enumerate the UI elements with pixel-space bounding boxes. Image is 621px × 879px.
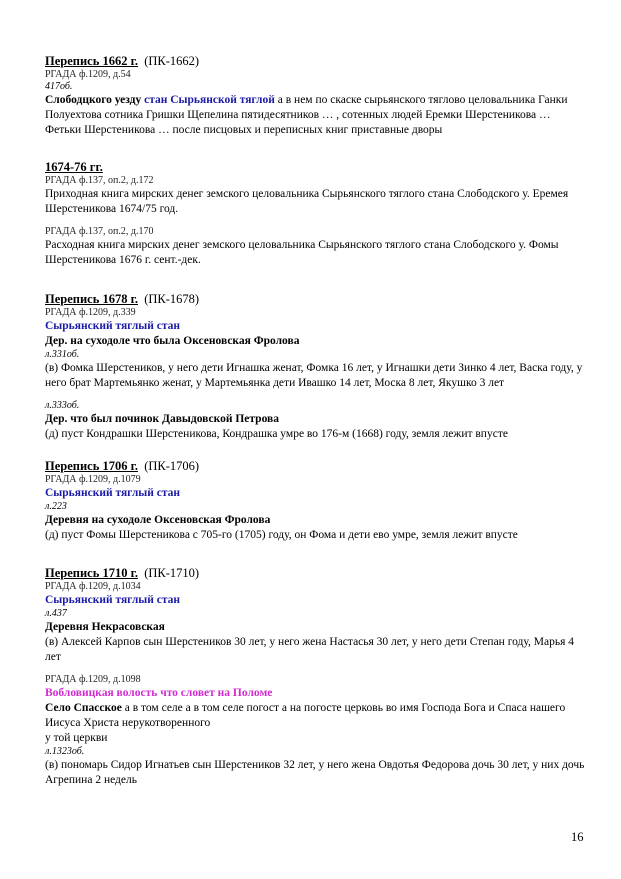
record-text (45, 701, 585, 731)
section-title: Перепись 1678 г. (45, 292, 138, 306)
archive-source: РГАДА ф.1209, д.1034 (45, 581, 141, 592)
record-text: (в) пономарь Сидор Игнатьев сын Шерстеников 32 лет, у него жена Овдотья Федорова дочь 30 лет, у них дочь Агрепина 2 недель (45, 759, 585, 786)
sheet-ref: л.1323об. (45, 746, 85, 757)
section-title: Перепись 1662 г. (45, 54, 138, 68)
archive-source: РГАДА ф.137, оп.2, д.172 (45, 175, 154, 186)
section-heading (45, 292, 585, 307)
record-text: Расходная книга мирских денег земского целовальника Сырьянского тяглого стана Слободского у. Фомы Шерстеникова 1676 г. сент.-дек. (45, 239, 559, 266)
church-line: у той церкви (45, 732, 108, 744)
record-text: (в) Алексей Карпов сын Шерстеников 30 лет, у него жена Настасья 30 лет, у него дети Степан году, Марья 4 лет (45, 636, 574, 663)
archive-source: РГАДА ф.1209, д.1098 (45, 674, 141, 685)
village-name: Дер. что был починок Давыдовской Петрова (45, 413, 280, 425)
section-title: 1674-76 гг. (45, 160, 103, 174)
section-1674-76 (45, 160, 585, 268)
record-text: (д) пуст Фомы Шерстеникова с 705-го (1705) году, он Фома и дети ево умре, земля лежит впусте (45, 529, 518, 541)
stan-name: Сырьянский тяглый стан (45, 487, 181, 499)
section-1678 (45, 292, 585, 442)
village-name: Деревня на суходоле Оксеновская Фролова (45, 514, 271, 526)
record-text: (в) Фомка Шерстеников, у него дети Игнашка женат, Фомка 16 лет, у Игнашки дети Зинко 4 лет, Васка году, у него брат Мартемьянко женат, у Мартемьянка дети Ивашко 14 лет, Моска 8 лет, Якушко 3 лет (45, 362, 583, 389)
stan-name: стан Сырьянской тяглой (144, 94, 275, 106)
record-lead: Слободцкого уезду (45, 94, 142, 106)
village-name: Деревня Некрасовская (45, 621, 165, 633)
sheet-ref: л.223 (45, 501, 67, 512)
section-title: Перепись 1706 г. (45, 459, 138, 473)
archive-source: РГАДА ф.1209, д.54 (45, 69, 131, 80)
volost-name: Вобловицкая волость что словет на Поломе (45, 687, 273, 699)
section-1662 (45, 54, 585, 138)
archive-source: РГАДА ф.1209, д.1079 (45, 474, 141, 485)
archive-source: РГАДА ф.137, оп.2, д.170 (45, 226, 154, 237)
village-name: Село Спасское (45, 702, 122, 714)
census-code: (ПК-1710) (144, 566, 200, 580)
section-heading (45, 54, 585, 69)
stan-name: Сырьянский тяглый стан (45, 594, 181, 606)
section-1706 (45, 459, 585, 543)
record-text: Приходная книга мирских денег земского целовальника Сырьянского тяглого стана Слободского у. Еремея Шерстеникова 1674/75 год. (45, 188, 569, 215)
sheet-ref: л.331об. (45, 349, 80, 360)
record-text (45, 93, 585, 138)
section-title: Перепись 1710 г. (45, 566, 138, 580)
census-code: (ПК-1678) (144, 292, 200, 306)
sheet-ref: л.333об. (45, 400, 80, 411)
village-name: Дер. на суходоле что была Оксеновская Фролова (45, 335, 300, 347)
stan-name: Сырьянский тяглый стан (45, 320, 181, 332)
page-number: 16 (571, 830, 584, 844)
record-body: а в том селе а в том селе погост а на погосте церковь во имя Господа Бога и Спаса нашего Иисуса Христа нерукотворенного (45, 702, 566, 729)
sheet-ref: 417об. (45, 81, 73, 92)
section-heading (45, 160, 585, 175)
section-heading (45, 459, 585, 474)
section-1710 (45, 566, 585, 788)
census-code: (ПК-1706) (144, 459, 200, 473)
record-text: (д) пуст Кондрашки Шерстеникова, Кондрашка умре во 176-м (1668) году, земля лежит впусте (45, 428, 508, 440)
record-body: а в нем по скаске сырьянского тяглово целовальника Ганки Полуехтова сотника Гришки Щепелина пятидесятников … , сотенных людей Еремки Шерстеникова … Фетьки Шерстеникова … после писцовых и переписных книг приставные дворы (45, 94, 568, 136)
sheet-ref: л.437 (45, 608, 67, 619)
section-heading (45, 566, 585, 581)
archive-source: РГАДА ф.1209, д.339 (45, 307, 136, 318)
census-code: (ПК-1662) (144, 54, 200, 68)
